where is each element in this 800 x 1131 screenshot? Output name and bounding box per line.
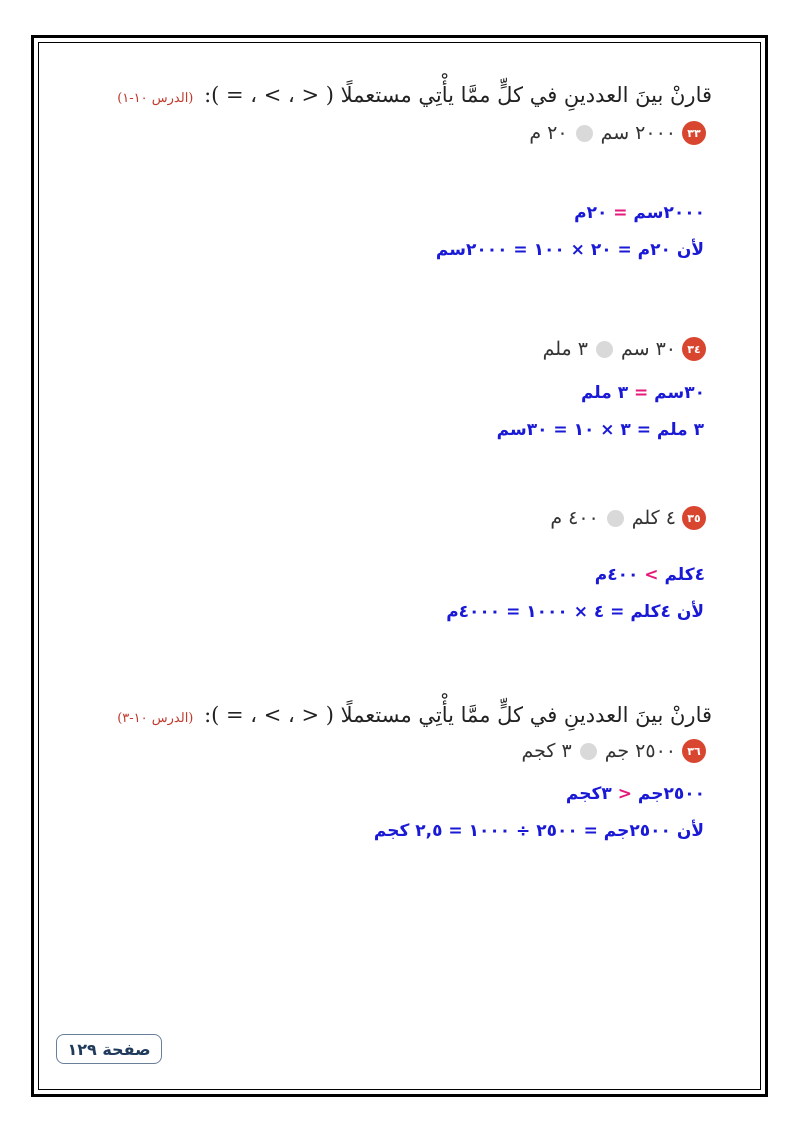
answer-left: ٣٠سم <box>654 383 705 403</box>
comparison-blank <box>607 510 624 527</box>
problem-36 <box>522 739 706 763</box>
problem-number-badge: ٣٥ <box>682 506 706 530</box>
section1-lesson-ref: (الدرس ١٠-١) <box>117 91 194 106</box>
problem-right: ٢٠ م <box>529 122 568 144</box>
problem-left: ٣٠ سم <box>620 338 676 360</box>
problem-right: ٤٠٠ م <box>550 507 599 529</box>
section2-lesson-ref: (الدرس ١٠-٣) <box>117 711 194 726</box>
section1-heading-text: قارنْ بينَ العددينِ في كلٍّ ممَّا يأْتِي مستعملًا ( < ، > ، = ): <box>204 83 712 107</box>
section2-heading-text: قارنْ بينَ العددينِ في كلٍّ ممَّا يأْتِي مستعملًا ( < ، > ، = ): <box>204 703 712 727</box>
comparison-blank <box>576 125 593 142</box>
answer-symbol: < <box>617 784 632 804</box>
problem-33 <box>529 121 706 145</box>
section2-heading <box>117 703 712 727</box>
reason-35: لأن ٤كلم = ٤ × ١٠٠٠ = ٤٠٠٠م <box>446 602 704 622</box>
answer-33 <box>574 203 705 223</box>
answer-36 <box>566 784 705 804</box>
reason-34: ٣ ملم = ٣ × ١٠ = ٣٠سم <box>496 420 704 440</box>
answer-left: ٤كلم <box>664 565 705 585</box>
answer-symbol: > <box>644 565 659 585</box>
answer-symbol: = <box>613 203 628 223</box>
problem-number-badge: ٣٣ <box>682 121 706 145</box>
problem-left: ٢٠٠٠ سم <box>600 122 676 144</box>
answer-34 <box>581 383 705 403</box>
problem-left: ٤ كلم <box>631 507 676 529</box>
problem-left: ٢٥٠٠ جم <box>604 740 676 762</box>
answer-right: ٣كجم <box>565 784 612 804</box>
problem-right: ٣ ملم <box>542 338 588 360</box>
reason-36: لأن ٢٥٠٠جم = ٢٥٠٠ ÷ ١٠٠٠ = ٢,٥ كجم <box>373 821 704 841</box>
problem-number-badge: ٣٤ <box>682 337 706 361</box>
answer-left: ٢٠٠٠سم <box>633 203 705 223</box>
problem-35 <box>550 506 706 530</box>
problem-number-badge: ٣٦ <box>682 739 706 763</box>
section1-heading <box>117 83 712 107</box>
page-number-label: صفحة ١٢٩ <box>56 1034 162 1064</box>
problem-right: ٣ كجم <box>521 740 572 762</box>
comparison-blank <box>596 341 613 358</box>
problem-34 <box>543 337 706 361</box>
reason-33: لأن ٢٠م = ٢٠ × ١٠٠ = ٢٠٠٠سم <box>435 240 704 260</box>
answer-right: ٤٠٠م <box>594 565 639 585</box>
answer-left: ٢٥٠٠جم <box>637 784 705 804</box>
answer-right: ٢٠م <box>574 203 608 223</box>
comparison-blank <box>580 743 597 760</box>
answer-symbol: = <box>634 383 649 403</box>
answer-35 <box>595 565 705 585</box>
answer-right: ٣ ملم <box>580 383 629 403</box>
